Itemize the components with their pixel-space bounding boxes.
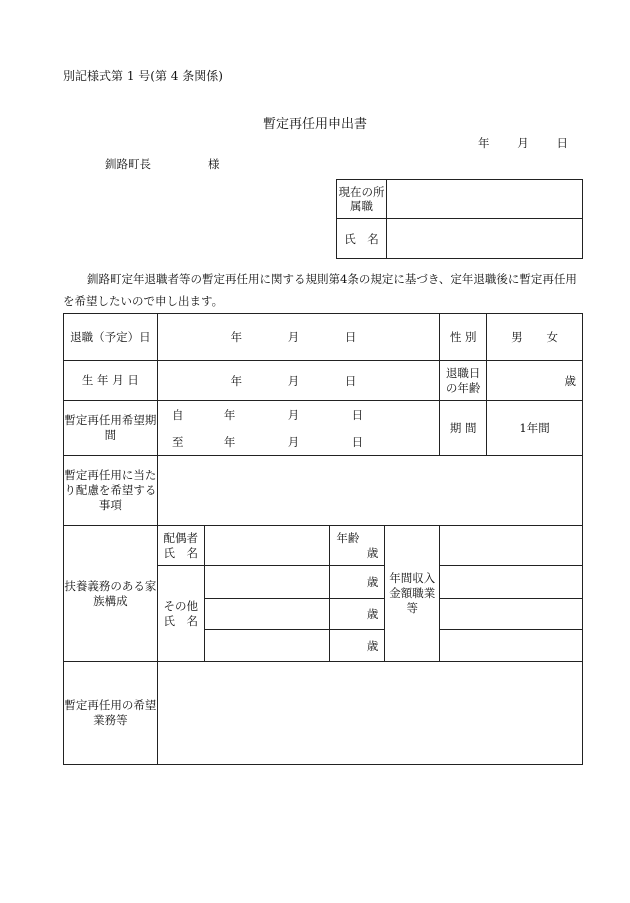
retirement-date-label: 退職（予定）日 [64, 314, 158, 361]
month-label: 月 [287, 330, 300, 344]
spouse-age-field[interactable] [330, 526, 385, 566]
other-age-field-1[interactable] [330, 566, 385, 599]
to-label: 至 [172, 434, 184, 449]
affiliation-label: 現在の所属職 [337, 180, 387, 219]
other-name-field-2[interactable] [204, 599, 330, 630]
birth-date-field[interactable] [157, 361, 439, 401]
year-label: 年 [223, 407, 236, 422]
desired-work-label: 暫定再任用の希望業務等 [64, 662, 158, 765]
age-unit: 歳 [366, 638, 379, 653]
date-line [478, 135, 568, 151]
name-label: 氏 名 [337, 219, 387, 259]
birth-date-label: 生 年 月 日 [64, 361, 158, 401]
year-label: 年 [223, 434, 236, 449]
age-label: 年齢 [336, 530, 360, 545]
period-field[interactable] [157, 401, 439, 456]
day-label: 日 [344, 373, 357, 388]
family-label: 扶養義務のある家族構成 [64, 526, 158, 662]
from-label: 自 [172, 407, 184, 422]
age-at-retirement-label: 退職日の年齢 [440, 361, 487, 401]
other-age-field-2[interactable] [330, 599, 385, 630]
form-reference: 別記様式第 1 号(第 4 条関係) [63, 69, 223, 83]
gender-female[interactable]: 女 [546, 330, 559, 344]
date-day-label: 日 [556, 136, 568, 150]
other-age-field-3[interactable] [330, 630, 385, 662]
addressee: 釧路町長 [105, 157, 151, 171]
spouse-label: 配偶者氏 名 [157, 526, 204, 566]
spouse-income-field[interactable] [440, 526, 583, 566]
month-label: 月 [287, 407, 300, 422]
application-table [63, 313, 583, 765]
intro-text: 釧路町定年退職者等の暫定再任用に関する規則第4条の規定に基づき、定年退職後に暫定再任用を希望したいので申し出ます。 [63, 272, 577, 308]
desired-work-field[interactable] [157, 662, 582, 765]
consideration-field[interactable] [157, 456, 582, 526]
name-field[interactable] [387, 219, 583, 259]
other-name-field-3[interactable] [204, 630, 330, 662]
gender-field[interactable] [487, 314, 583, 361]
honorific: 様 [208, 157, 220, 171]
document-title: 暫定再任用申出書 [262, 117, 367, 132]
gender-label: 性 別 [440, 314, 487, 361]
retirement-date-field[interactable] [157, 314, 439, 361]
month-label: 月 [287, 373, 300, 388]
date-year-label: 年 [478, 136, 490, 150]
day-label: 日 [344, 330, 357, 344]
date-month-label: 月 [517, 136, 529, 150]
day-label: 日 [351, 407, 364, 422]
income-label: 年間収入金額職業等 [385, 526, 440, 662]
period-label: 暫定再任用希望期間 [64, 401, 158, 456]
day-label: 日 [351, 434, 364, 449]
month-label: 月 [287, 434, 300, 449]
other-income-field-3[interactable] [440, 630, 583, 662]
age-unit: 歳 [366, 575, 379, 589]
other-name-field-1[interactable] [204, 566, 330, 599]
age-unit: 歳 [564, 373, 576, 388]
gender-male[interactable]: 男 [511, 330, 523, 344]
applicant-box [336, 179, 583, 259]
age-at-retirement-field[interactable] [487, 361, 583, 401]
spouse-name-field[interactable] [204, 526, 330, 566]
others-label: その他氏 名 [157, 566, 204, 662]
other-income-field-2[interactable] [440, 599, 583, 630]
term-label: 期 間 [440, 401, 487, 456]
other-income-field-1[interactable] [440, 566, 583, 599]
age-unit: 歳 [366, 607, 379, 621]
year-label: 年 [230, 330, 243, 344]
term-value: 1年間 [487, 401, 583, 456]
year-label: 年 [230, 373, 243, 388]
age-unit: 歳 [366, 545, 379, 560]
consideration-label: 暫定再任用に当たり配慮を希望する事項 [64, 456, 158, 526]
affiliation-field[interactable] [387, 180, 583, 219]
